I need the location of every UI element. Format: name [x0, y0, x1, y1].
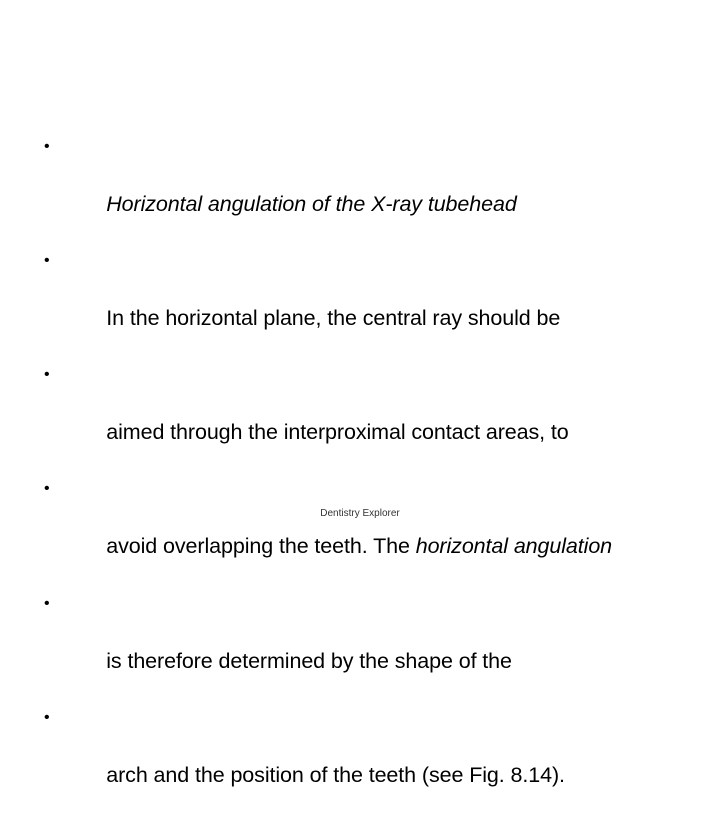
- bullet-dot-icon: •: [44, 709, 50, 726]
- bullet-text-plain: avoid overlapping the teeth. The: [106, 534, 416, 558]
- bullet-item: [44, 704, 684, 818]
- bullet-item: [44, 361, 684, 475]
- bullet-text: aimed through the interproximal contact areas, to: [106, 420, 569, 444]
- bullet-list: [44, 133, 684, 818]
- bullet-dot-icon: •: [44, 480, 50, 497]
- bullet-dot-icon: •: [44, 138, 50, 155]
- bullet-text: [106, 534, 612, 558]
- bullet-text-heading: Horizontal angulation of the X-ray tubehead: [106, 192, 517, 216]
- bullet-text: arch and the position of the teeth (see Fig. 8.14).: [106, 763, 565, 787]
- footer-watermark: Dentistry Explorer: [320, 508, 400, 519]
- bullet-text-italic-term: horizontal angulation: [415, 534, 613, 558]
- bullet-item: [44, 475, 684, 589]
- bullet-dot-icon: •: [44, 366, 50, 383]
- bullet-dot-icon: •: [44, 595, 50, 612]
- bullet-text: In the horizontal plane, the central ray should be: [106, 306, 561, 330]
- bullet-dot-icon: •: [44, 252, 50, 269]
- bullet-item: [44, 590, 684, 704]
- bullet-item: [44, 247, 684, 361]
- bullet-text: is therefore determined by the shape of the: [106, 649, 512, 673]
- bullet-item: [44, 133, 684, 247]
